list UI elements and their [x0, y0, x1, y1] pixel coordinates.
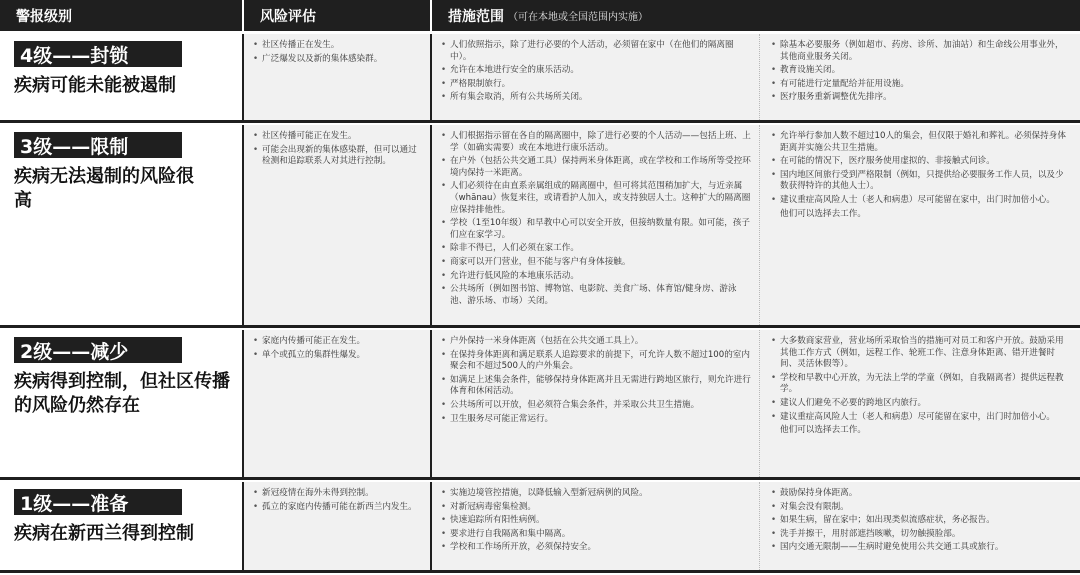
header-measures-label: 措施范围 — [448, 8, 504, 25]
level-3-desc: 疾病无法遏制的风险很高 — [14, 166, 194, 211]
list-item: • 医疗服务重新调整优先排序。 — [780, 92, 1072, 104]
table-header — [0, 0, 1080, 31]
header-alert-level-label: 警报级别 — [16, 8, 72, 25]
level-3-measures-a — [432, 125, 760, 325]
level-1-row — [0, 482, 1080, 570]
list-item: • 公共场所可以开放，但必须符合集会条件，并采取公共卫生措施。 — [450, 400, 751, 412]
list-item: • 学校（1至10年级）和早教中心可以安全开放，但接纳数量有限。如可能，孩子们应在家学习。 — [450, 218, 751, 241]
list-item: • 社区传播可能正在发生。 — [262, 131, 422, 143]
list-item: • 新冠疫情在海外未得到控制。 — [262, 488, 422, 500]
list-item: • 人们依照指示，除了进行必要的个人活动，必须留在家中（在他们的隔离圈中）。 — [450, 40, 751, 63]
level-3-risk — [244, 125, 432, 325]
list-item: • 国内地区间旅行受到严格限制（例如，只提供给必要服务工作人员，以及少数获得特许的其他人士）。 — [780, 170, 1072, 193]
list-item: • 社区传播正在发生。 — [262, 40, 422, 52]
list-item: • 对新冠病毒密集检测。 — [450, 502, 751, 514]
level-2-title: 2级——减少 — [14, 337, 182, 363]
list-item: • 对集会没有限制。 — [780, 502, 1072, 514]
list-item: • 允许进行低风险的本地康乐活动。 — [450, 271, 751, 283]
header-risk-assessment — [244, 0, 432, 31]
level-1-measures-a — [432, 482, 760, 570]
list-item: • 要求进行自我隔离和集中隔离。 — [450, 529, 751, 541]
level-2-measures-b — [760, 330, 1080, 477]
level-4-desc: 疾病可能未能被遏制 — [14, 75, 176, 96]
list-item: 他们可以选择去工作。 — [780, 208, 866, 219]
level-3-measures-b — [760, 125, 1080, 325]
header-risk-assessment-label: 风险评估 — [260, 8, 316, 25]
list-item: • 可能会出现新的集体感染群，但可以通过检测和追踪联系人对其进行控制。 — [262, 145, 422, 168]
level-4-row — [0, 34, 1080, 120]
list-item: • 严格限制旅行。 — [450, 79, 751, 91]
list-item: • 允许在本地进行安全的康乐活动。 — [450, 65, 751, 77]
list-item: • 除基本必要服务（例如超市、药房、诊所、加油站）和生命线公用事业外，其他商业服务关闭。 — [780, 40, 1072, 63]
level-4-cell — [0, 34, 244, 120]
list-item: • 户外保持一米身体距离（包括在公共交通工具上）。 — [450, 336, 751, 348]
list-item: • 公共场所（例如图书馆、博物馆、电影院、美食广场、体育馆/健身房、游泳池、游乐场、市场）关闭。 — [450, 284, 751, 307]
list-item: • 实施边境管控措施，以降低输入型新冠病例的风险。 — [450, 488, 751, 500]
level-3-title: 3级——限制 — [14, 132, 182, 158]
list-item: • 除非不得已，人们必须在家工作。 — [450, 243, 751, 255]
level-2-cell — [0, 330, 244, 477]
level-2-row — [0, 330, 1080, 477]
level-1-cell — [0, 482, 244, 570]
list-item: • 家庭内传播可能正在发生。 — [262, 336, 422, 348]
list-item: • 所有集会取消，所有公共场所关闭。 — [450, 92, 751, 104]
list-item: • 洗手并擦干，用肘部遮挡咳嗽，切勿触摸脸部。 — [780, 529, 1072, 541]
level-2-risk — [244, 330, 432, 477]
level-4-title: 4级——封锁 — [14, 41, 182, 67]
list-item: 他们可以选择去工作。 — [780, 425, 866, 436]
header-measures — [432, 0, 1080, 31]
list-item: • 鼓励保持身体距离。 — [780, 488, 1072, 500]
list-item: • 卫生服务尽可能正常运行。 — [450, 414, 751, 426]
list-item: • 广泛爆发以及新的集体感染群。 — [262, 54, 422, 66]
list-item: • 建议人们避免不必要的跨地区内旅行。 — [780, 398, 1072, 410]
list-item: • 建议重症高风险人士（老人和病患）尽可能留在家中，出门时加倍小心。 — [780, 195, 1072, 207]
level-1-measures-b — [760, 482, 1080, 570]
list-item: • 快速追踪所有阳性病例。 — [450, 515, 751, 527]
level-4-measures-b — [760, 34, 1080, 120]
list-item: • 商家可以开门营业，但不能与客户有身体接触。 — [450, 257, 751, 269]
list-item: • 人们必须待在由直系亲属组成的隔离圈中，但可将其范围稍加扩大，与近亲属（whānau）恢复来往，或请看护人加入，或支持独居人士。这种扩大的隔离圈应保持排他性。 — [450, 181, 751, 216]
list-item: • 单个或孤立的集群性爆发。 — [262, 350, 422, 362]
list-item: • 如果生病，留在家中；如出现类似流感症状，务必报告。 — [780, 515, 1072, 527]
level-2-measures-a — [432, 330, 760, 477]
list-item: • 建议重症高风险人士（老人和病患）尽可能留在家中，出门时加倍小心。 — [780, 412, 1072, 424]
level-4-measures-a — [432, 34, 760, 120]
header-measures-subtitle: （可在本地或全国范围内实施） — [508, 12, 648, 23]
list-item: • 学校和早教中心开放，为无法上学的学童（例如，自我隔离者）提供远程教学。 — [780, 373, 1072, 396]
list-item: • 人们根据指示留在各自的隔离圈中，除了进行必要的个人活动——包括上班、上学（如确实需要）或在本地进行康乐活动。 — [450, 131, 751, 154]
level-3-row — [0, 125, 1080, 325]
level-1-title: 1级——准备 — [14, 489, 182, 515]
list-item: • 大多数商家营业，营业场所采取恰当的措施可对员工和客户开放。鼓励采用其他工作方式（例如，远程工作、轮班工作、注意身体距离、错开进餐时间、灵活休假等）。 — [780, 336, 1072, 371]
list-item: • 如满足上述集会条件，能够保持身体距离并且无需进行跨地区旅行，则允许进行体育和休闲活动。 — [450, 375, 751, 398]
level-4-risk — [244, 34, 432, 120]
list-item: • 教育设施关闭。 — [780, 65, 1072, 77]
list-item: • 在可能的情况下，医疗服务使用虚拟的、非接触式问诊。 — [780, 156, 1072, 168]
header-alert-level — [0, 0, 244, 31]
level-1-risk — [244, 482, 432, 570]
list-item: • 有可能进行定量配给并征用设施。 — [780, 79, 1072, 91]
list-item: • 允许举行参加人数不超过10人的集会，但仅限于婚礼和葬礼。必须保持身体距离并实施公共卫生措施。 — [780, 131, 1072, 154]
list-item: • 学校和工作场所开放，必须保持安全。 — [450, 542, 751, 554]
list-item: • 在户外（包括公共交通工具）保持两米身体距离，或在学校和工作场所等受控环境内保持一米距离。 — [450, 156, 751, 179]
list-item: • 国内交通无限制——生病时避免使用公共交通工具或旅行。 — [780, 542, 1072, 554]
level-2-desc: 疾病得到控制，但社区传播的风险仍然存在 — [14, 371, 230, 416]
list-item: • 孤立的家庭内传播可能在新西兰内发生。 — [262, 502, 422, 514]
list-item: • 在保持身体距离和满足联系人追踪要求的前提下，可允许人数不超过100的室内聚会和不超过500人的户外集会。 — [450, 350, 751, 373]
level-3-cell — [0, 125, 244, 325]
level-1-desc: 疾病在新西兰得到控制 — [14, 523, 194, 544]
